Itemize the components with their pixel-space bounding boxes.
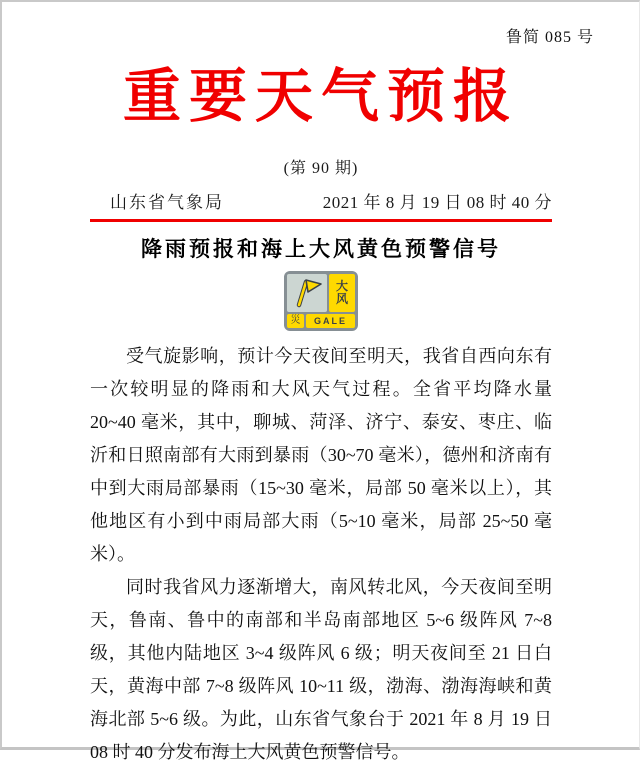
article-body [90,340,552,769]
warning-sign-bottom-row [287,314,355,328]
warning-label-en: GALE [306,314,355,328]
issue-number: (第 90 期) [283,160,359,177]
issuer-row [90,192,552,213]
warning-sign-top-row [287,274,355,312]
gale-yellow-warning-icon [284,271,358,331]
issuing-agency: 山东省气象局 [110,193,224,212]
warning-label-cn-char1: 大 [335,278,348,293]
paragraph-wind-warning: 同时我省风力逐渐增大，南风转北风，今天夜间至明天，鲁南、鲁中的南部和半岛南部地区 5~6 级阵风 7~8 级，其他内陆地区 3~4 级阵风 6 级；明天夜间至 21 日白天，黄海中部 7~8 级阵风 10~11 级，渤海、渤海海峡和黄海北部 5~6 级。为此，山东省气象台于 2021 年 8 月 19 日 08 时 40 分发布海上大风黄色预警信号。 [90,576,552,762]
article-heading: 降雨预报和海上大风黄色预警信号 [141,236,501,261]
paragraph-rain-forecast: 受气旋影响，预计今天夜间至明天，我省自西向东有一次较明显的降雨和大风天气过程。全省平均降水量 20~40 毫米，其中，聊城、菏泽、济宁、泰安、枣庄、临沂和日照南部有大雨到暴雨（30~70 毫米），德州和济南有中到大雨局部暴雨（15~30 毫米，局部 50 毫米以上），其他地区有小到中雨局部大雨（5~10 毫米，局部 25~50 毫米）。 [90,345,552,564]
issue-datetime: 2021 年 8 月 19 日 08 时 40 分 [322,193,552,212]
bulletin-title: 重要天气预报 [122,64,519,129]
red-divider-rule [90,219,552,222]
warning-label-cn-char2: 风 [335,291,348,306]
warning-sign-wrap [90,271,552,331]
doc-number: 鲁简 085 号 [505,29,594,46]
warning-label-cn [329,274,355,312]
disaster-logo-icon: 災 [287,314,304,328]
wind-flag-icon [287,274,327,312]
